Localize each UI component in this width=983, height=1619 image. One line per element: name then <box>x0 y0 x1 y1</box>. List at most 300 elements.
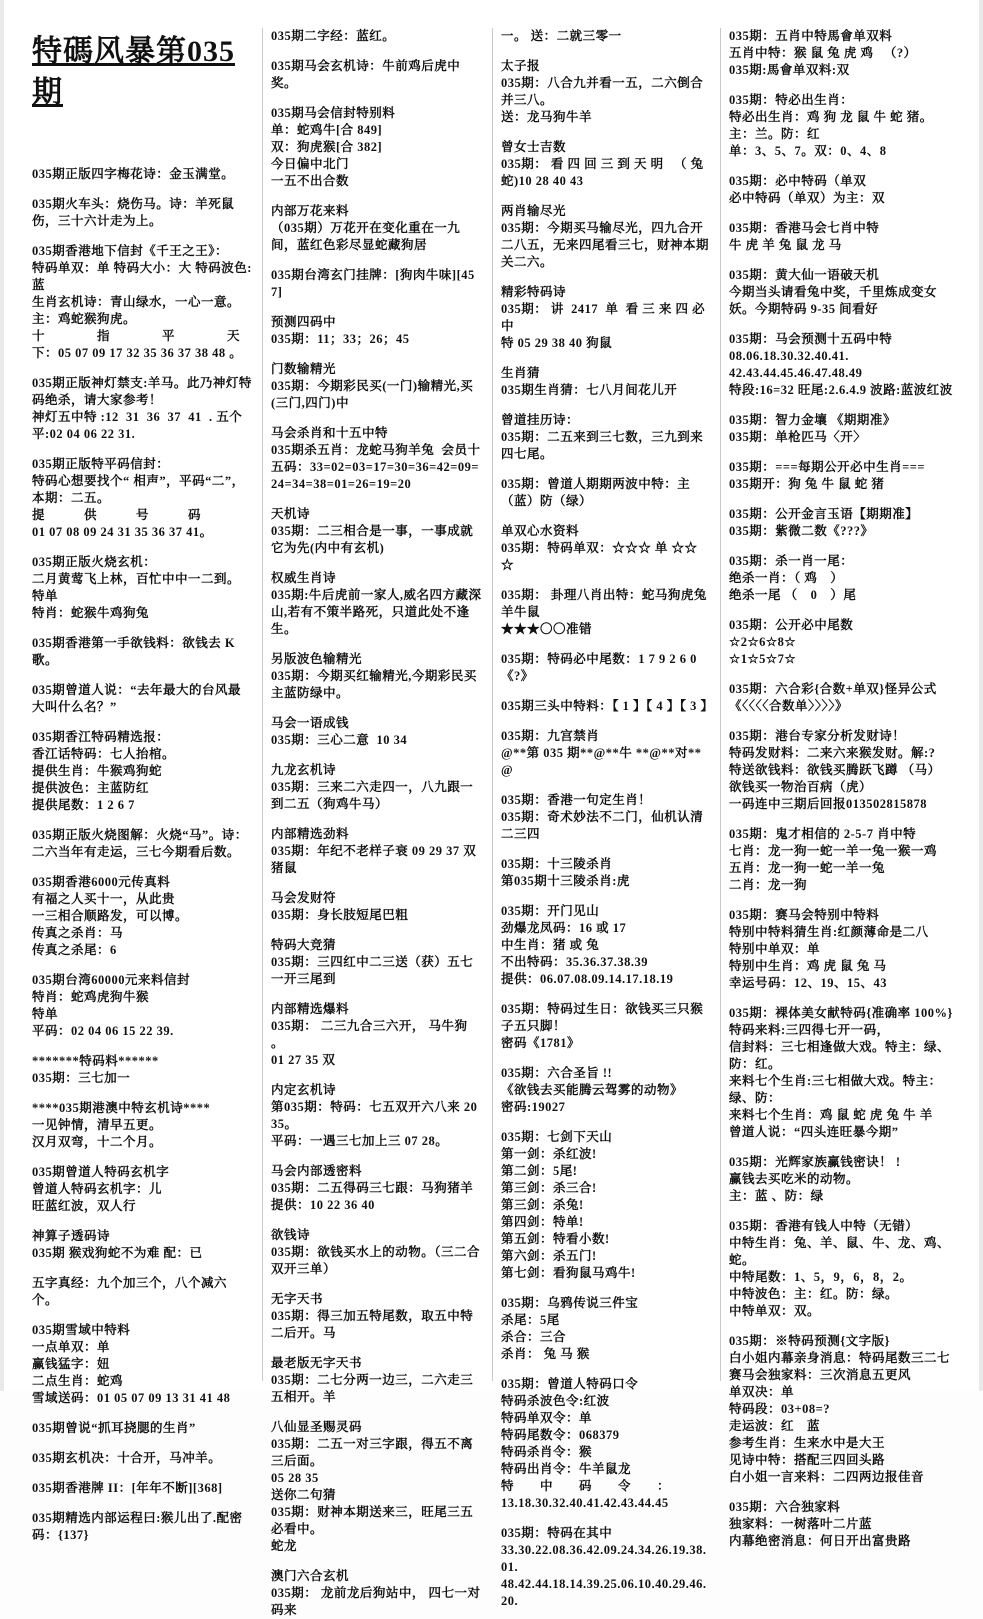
text-block <box>271 762 482 813</box>
text-line: 035期:馬會单双料:双 <box>729 63 850 77</box>
text-block <box>271 506 482 557</box>
text-block <box>32 1322 252 1407</box>
text-block <box>501 476 710 510</box>
text-block <box>271 570 482 638</box>
text-line: 赢钱猛字：妞 <box>32 1356 111 1371</box>
text-line: 特别中生肖：鸡 虎 鼠 兔 马 <box>729 959 887 973</box>
text-line: 035期： 讲 2417 单 看 三 来 四 必 中 <box>501 302 709 333</box>
text-line: 曾道挂历诗： <box>501 413 580 427</box>
text-block <box>729 826 955 894</box>
text-line: 035期玄机决：十合开，马冲羊。 <box>32 1450 222 1465</box>
text-line: 035期马会玄机诗：牛前鸡后虎中奖。 <box>271 59 461 90</box>
text-line: 曾道人说：“四头连旺暴今期” <box>729 1125 899 1139</box>
text-line: 035期： 卦理八肖出特：蛇马狗虎兔羊牛鼠 <box>501 588 707 619</box>
text-line: 密码:19027 <box>501 1100 566 1114</box>
text-line: 澳门六合玄机 <box>271 1569 350 1583</box>
text-line: 提供波色：主蓝防红 <box>32 780 150 795</box>
text-block <box>729 267 955 318</box>
text-line: 平码：02 04 06 15 22 39. <box>32 1023 174 1038</box>
text-block <box>32 972 252 1040</box>
text-block <box>271 651 482 702</box>
text-line: 035期：六合圣旨 !! <box>501 1066 613 1080</box>
text-block <box>32 1450 252 1467</box>
text-line: 内部精选爆料 <box>271 1002 350 1016</box>
text-line: 九龙玄机诗 <box>271 763 337 777</box>
text-line: 绝杀一尾 （ 0 ）尾 <box>729 588 857 602</box>
text-line: 《欲钱去买能腾云驾雾的动物》 <box>501 1083 684 1097</box>
text-line: 035期：特码必中尾数：1 7 9 2 6 0 《?》 <box>501 652 701 683</box>
text-line: 密码《1781》 <box>501 1036 581 1050</box>
text-line: 白小姐一言来料：二四两边报佳音 <box>729 1470 925 1484</box>
text-line: 第三剑：杀三合! <box>501 1181 597 1195</box>
text-block <box>32 1100 252 1151</box>
text-block <box>271 105 482 190</box>
text-block <box>501 1295 710 1363</box>
text-block <box>32 1275 252 1309</box>
text-line: 035期曾说“抓耳挠腮的生肖” <box>32 1420 196 1435</box>
text-line: 035期台湾60000元来料信封 <box>32 972 191 987</box>
text-block <box>271 1163 482 1214</box>
text-line: 035期二字经：蓝红。 <box>271 29 396 43</box>
text-line: 035期：三来二六走四一，八九跟一到二五（狗鸡牛马） <box>271 780 474 811</box>
text-line: 平码：一遇三七加上三 07 28。 <box>271 1134 449 1148</box>
text-line: 035期：二五得码三七跟：马狗猪羊 提供：10 22 36 40 <box>271 1181 477 1212</box>
text-block <box>271 203 482 254</box>
text-line: 特 05 29 38 40 狗鼠 <box>501 336 613 350</box>
text-line: 特码单双令：单 <box>501 1411 593 1425</box>
text-line: 035期：欲钱买水上的动物。（三二合双开三单） <box>271 1245 481 1276</box>
text-line: 精彩特码诗 <box>501 285 567 299</box>
text-line: 035期正版特平码信封： <box>32 456 170 471</box>
text-line: 特码大竞猜 <box>271 938 337 952</box>
text-block <box>271 1568 482 1619</box>
column <box>262 28 492 1617</box>
text-line: 035期：五肖中特馬會单双料 <box>729 29 893 43</box>
text-line: 第六剑：杀五门! <box>501 1249 597 1263</box>
text-line: 中特波色：主：红。防：绿。 <box>729 1287 899 1301</box>
column <box>492 28 720 1608</box>
text-line: 中特尾数：1、5，9，6，8，2。 <box>729 1270 913 1284</box>
text-line: 035期：六合彩{合数+单双}怪异公式 <box>729 682 937 696</box>
text-block <box>271 1419 482 1555</box>
text-line: 另版波色输精光 <box>271 652 363 666</box>
text-block <box>729 173 955 207</box>
text-block <box>729 1005 955 1141</box>
text-block <box>32 635 252 669</box>
text-line: 预测四码中 <box>271 315 337 329</box>
text-line: （035期）万花开在变化重在一九间，蓝红色彩尽显蛇藏狗居 <box>271 221 461 252</box>
text-line: 单双心水资料 <box>501 524 580 538</box>
text-line: 035期：三四红中二三送（获）五七一开三尾到 <box>271 955 474 986</box>
text-block <box>729 220 955 254</box>
text-line: 035期：奇术妙法不二门，仙机认清二三四 <box>501 810 704 841</box>
text-line: 035期火车头：烧伤马。诗：羊死鼠伤，三十六计走为上。 <box>32 196 235 228</box>
text-line: 035期：二三相合是一事，一事成就它为先(内中有玄机) <box>271 524 474 555</box>
text-line: 今日偏中北门 <box>271 157 350 171</box>
text-block <box>729 1499 955 1550</box>
text-line: 035期：香港一句定生肖！ <box>501 793 652 807</box>
text-line: 内部精选劲料 <box>271 827 350 841</box>
text-line: 劲爆龙凤码：16 或 17 <box>501 921 627 935</box>
text-line: 035期：必中特码（单双 <box>729 174 867 188</box>
text-line: 马会发财符 <box>271 891 337 905</box>
text-block <box>271 314 482 348</box>
text-line: 传真之杀肖：马 <box>32 925 124 940</box>
text-line: 一。 送：二就三零一 <box>501 29 622 43</box>
text-line: 035期：香港有钱人中特（无错） <box>729 1219 919 1233</box>
text-block <box>501 728 710 779</box>
text-line: 五字真经：九个加三个，八个减六个。 <box>32 1275 228 1307</box>
text-line: 生肖猜 <box>501 366 541 380</box>
text-line: 香江话特码：七人抬棺。 <box>32 746 176 761</box>
text-block <box>729 728 955 813</box>
text-line: 035期：特码过生日：欲钱买三只猴子五只脚！ <box>501 1002 704 1033</box>
text-line: 第二剑：5尾! <box>501 1164 578 1178</box>
text-line: 035期：杀一肖一尾： <box>729 554 854 568</box>
text-line: 特码心想要找个“ 相声”，平码“二”， <box>32 473 245 488</box>
text-line: 旺蓝红波，双人行 <box>32 1198 137 1213</box>
text-line: 一三相合顺路发，可以博。 <box>32 908 189 923</box>
text-line: 035期：特码在其中 <box>501 1526 613 1540</box>
text-block <box>501 203 710 271</box>
text-line: 特码尾数令：068379 <box>501 1428 620 1442</box>
text-line: @**第 035 期**@**牛 **@**对**@ <box>501 746 702 777</box>
text-block <box>271 58 482 92</box>
text-block <box>271 1291 482 1342</box>
text-line: 035期： 二三九合三六开， 马牛狗 。 <box>271 1019 472 1050</box>
text-line: 神算子透码诗 <box>32 1228 111 1243</box>
text-line: 035期：公开金言玉语【期期准】 <box>729 507 919 521</box>
text-line: 特别中单双：单 <box>729 942 821 956</box>
text-block <box>501 1129 710 1282</box>
text-block <box>271 890 482 924</box>
text-line: 一五不出合数 <box>271 174 350 188</box>
text-line: 曾女士吉数 <box>501 140 567 154</box>
text-line: 中特生肖：兔、羊、鼠、牛、龙、鸡、蛇。 <box>729 1236 951 1267</box>
text-line: 035期香港地下信封《千王之王》： <box>32 243 229 258</box>
text-line: 不出特码：35.36.37.38.39 <box>501 955 649 969</box>
text-block <box>271 361 482 412</box>
text-line: 035期：马会预测十五码中特 <box>729 332 893 346</box>
text-line: 035期：===每期公开必中生肖=== <box>729 460 925 474</box>
text-line: 马会一语成钱 <box>271 716 350 730</box>
text-block <box>32 166 252 183</box>
text-line: 五肖中特：猴 鼠 兔 虎 鸡 （?） <box>729 46 917 60</box>
text-line: 单双决：单 <box>729 1385 795 1399</box>
text-line: 特码发财料：二来六来猴发财。解:? <box>729 746 936 760</box>
text-line: 035期：乌鸦传说三件宝 <box>501 1296 639 1310</box>
text-line: 提供：06.07.08.09.14.17.18.19 <box>501 972 674 986</box>
text-line: 生肖玄机诗：青山绿水，一心一意。 <box>32 294 241 309</box>
text-line: 提供生肖：牛猴鸡狗蛇 <box>32 763 163 778</box>
text-line: 035期 猴戏狗蛇不为难 配：已 <box>32 1245 203 1260</box>
text-line: 特段:16=32 旺尾:2.6.4.9 波路:蓝波红波 <box>729 383 953 397</box>
text-line: 单：蛇鸡牛[合 849] <box>271 123 383 137</box>
text-line: 八仙显圣赐灵码 <box>271 1420 363 1434</box>
text-line: 特肖：蛇猴牛鸡狗兔 <box>32 605 150 620</box>
text-line: 48.42.44.18.14.39.25.06.10.40.29.46.20. <box>501 1577 707 1608</box>
text-line: 035期：二五来到三七数，三九到来四七尾。 <box>501 430 704 461</box>
text-line: 内幕绝密消息：何日开出富贵路 <box>729 1534 912 1548</box>
text-line: 035期：特必出生肖： <box>729 93 854 107</box>
text-line: 特肖：蛇鸡虎狗牛猴 <box>32 989 150 1004</box>
text-line: 马会内部透密料 <box>271 1164 363 1178</box>
text-line: 第035期：特码：七五双开六八来 20 35。 <box>271 1100 482 1131</box>
text-line: 天机诗 <box>271 507 311 521</box>
text-line: 太子报 <box>501 59 541 73</box>
text-line: 特码单双：单 特码大小：大 特码波色:蓝 <box>32 260 252 292</box>
text-line: 第五剑：特看小数! <box>501 1232 610 1246</box>
text-line: 035期： 龙前龙后狗站中， 四七一对码来 <box>271 1586 481 1617</box>
text-line: 01 07 08 09 24 31 35 36 37 41。 <box>32 524 213 539</box>
text-line: 035期：裸体美女献特码{准确率 100%} <box>729 1006 953 1020</box>
text-block <box>32 729 252 814</box>
text-line: 035期：曾道人期期两波中特：主（蓝）防（绿） <box>501 477 691 508</box>
column <box>720 28 965 1548</box>
text-line: 《〈〈〈〈合数单〉〉〉〉》 <box>729 699 849 713</box>
text-line: 特码出肖令：牛羊鼠龙 <box>501 1462 632 1476</box>
text-line: 035期台湾玄门挂牌：[狗肉牛味][457] <box>271 268 475 299</box>
text-line: 035期：年纪不老样子衰 09 29 37 双 猪鼠 <box>271 844 480 875</box>
text-block <box>729 28 955 79</box>
text-line: 第035期十三陵杀肖:虎 <box>501 874 630 888</box>
text-block <box>501 698 714 715</box>
text-line: 杀合：三合 <box>501 1330 567 1344</box>
text-line: 中特单双：双。 <box>729 1304 821 1318</box>
text-line: ☆1☆5☆7☆ <box>729 652 797 666</box>
text-line: 特必出生肖：鸡 狗 龙 鼠 牛 蛇 猪。 <box>729 110 933 124</box>
column <box>30 28 262 1542</box>
text-line: 幸运号码：12、19、15、43 <box>729 976 888 990</box>
text-block <box>271 425 482 493</box>
text-line: 特码杀肖令：猴 <box>501 1445 593 1459</box>
text-line: 42.43.44.45.46.47.48.49 <box>729 366 863 380</box>
text-line: 走运波：红 蓝 <box>729 1419 821 1433</box>
text-line: 信封料：三七相逢做大戏。特主：绿、防：红。 <box>729 1040 951 1071</box>
text-line: 035期：单枪匹马〈开〉 <box>729 430 867 444</box>
text-line: 神灯五中特 :12 31 36 37 41 . 五个平:02 04 06 22 31. <box>32 409 243 441</box>
text-line: 035期正版火烧玄机： <box>32 554 157 569</box>
text-line: 内定玄机诗 <box>271 1083 337 1097</box>
text-block <box>32 196 252 230</box>
text-line: 牛 虎 羊 兔 鼠 龙 马 <box>729 238 842 252</box>
text-line: 特码杀波色令:红波 <box>501 1394 610 1408</box>
text-block <box>729 1154 955 1205</box>
text-line: 权威生肖诗 <box>271 571 337 585</box>
text-line: 035期：六合独家料 <box>729 1500 841 1514</box>
text-line: 第四剑：特单! <box>501 1215 584 1229</box>
text-line: 主：鸡蛇猴狗虎。 <box>32 311 137 326</box>
text-line: 有福之人买十一，从此贵 <box>32 891 176 906</box>
text-block <box>501 856 710 890</box>
text-line: 一码连中三期后回报013502815878 <box>729 797 928 811</box>
text-line: 十 指 平 天 <box>32 328 241 343</box>
text-block <box>32 1420 252 1437</box>
text-line: 035期：得三加五特尾数，取五中特二后开。马 <box>271 1309 474 1340</box>
text-block <box>271 937 482 988</box>
text-line: 送你二句猜 <box>271 1488 337 1502</box>
text-line: ****035期港澳中特玄机诗**** <box>32 1100 211 1115</box>
text-block <box>501 284 710 352</box>
text-line: 035期：紫微二数《???》 <box>729 524 874 538</box>
text-line: 第一剑：杀红波! <box>501 1147 597 1161</box>
text-line: 特 中 码 令 ： <box>501 1479 671 1493</box>
text-line: 035期：鬼才相信的 2-5-7 肖中特 <box>729 827 917 841</box>
text-line: 中生肖：猪 或 兔 <box>501 938 600 952</box>
text-line: 035期：身长肢短尾巴粗 <box>271 908 409 922</box>
text-line: 白小姐内幕亲身消息：特码尾数三二七 <box>729 1351 951 1365</box>
text-line: 035期：黄大仙一语破天机 <box>729 268 880 282</box>
text-line: 035期：今期彩民买(一门)输精光,买(三门,四门)中 <box>271 379 474 410</box>
text-block <box>501 903 710 988</box>
text-line: ☆2☆6☆8☆ <box>729 635 797 649</box>
text-line: 035期：今期买红输精光,今期彩民买主蓝防绿中。 <box>271 669 477 700</box>
text-line: 门数输精光 <box>271 362 337 376</box>
text-line: 035期曾道人特码玄机字 <box>32 1164 170 1179</box>
text-block <box>501 365 710 399</box>
text-line: 汉月双弯，十二个月。 <box>32 1134 163 1149</box>
text-line: 035期：11；33；26；45 <box>271 332 410 346</box>
text-block <box>729 907 955 992</box>
text-line: 提供尾数：1 2 6 7 <box>32 797 135 812</box>
text-line: 035期香港6000元传真料 <box>32 874 171 889</box>
text-line: 035期：公开必中尾数 <box>729 618 854 632</box>
text-line: 035期：九宫禁肖 <box>501 729 600 743</box>
text-block <box>271 1355 482 1406</box>
text-line: 绝杀一肖：（ 鸡 ） <box>729 571 844 585</box>
text-line: 第七剑：看狗鼠马鸡牛! <box>501 1266 636 1280</box>
text-block <box>501 792 710 843</box>
text-line: 035期正版四字梅花诗：金玉满堂。 <box>32 166 235 181</box>
text-block <box>271 1001 482 1069</box>
text-line: 一点单双：单 <box>32 1339 111 1354</box>
text-line: 035期：财神本期送来三，旺尾三五必看中。 <box>271 1505 474 1536</box>
text-line: 杀尾：5尾 <box>501 1313 560 1327</box>
text-block <box>32 682 252 716</box>
text-line: 035期：港台专家分析发财诗！ <box>729 729 906 743</box>
text-line: 035期：特码单双：☆☆☆ 单 ☆☆☆ <box>501 541 698 572</box>
text-block <box>271 715 482 749</box>
text-block <box>501 1525 710 1610</box>
text-line: 特别中特料猜生肖:红颜薄命是二八 <box>729 925 929 939</box>
text-line: 13.18.30.32.40.41.42.43.44.45 <box>501 1496 669 1510</box>
text-line: 特送欲钱料：欲钱买腾跃飞蹲 （马） 欲钱买一物治百病（虎） <box>729 763 945 794</box>
text-line: 035期曾道人说：“去年最大的台风最大叫什么名？” <box>32 682 242 714</box>
text-line: 035期三头中特料：【 1 】【 4 】【 3 】 <box>501 699 714 713</box>
text-line: 特单 <box>32 588 59 603</box>
text-line: 独家料：一树落叶二片蓝 <box>729 1517 873 1531</box>
text-line: 035期:牛后虎前一家人,威名四方藏深山,若有不策半路死，只道此处不逢生。 <box>271 588 482 636</box>
text-line: 035期雪域中特料 <box>32 1322 131 1337</box>
text-line: 赛马会独家料：三次消息五更风 <box>729 1368 912 1382</box>
text-line: 五肖：龙一狗一蛇一羊一兔 <box>729 861 886 875</box>
text-line: 最老版无字天书 <box>271 1356 363 1370</box>
text-line: 内部万花来料 <box>271 204 350 218</box>
text-line: 035期：十三陵杀肖 <box>501 857 613 871</box>
text-line: 特单 <box>32 1006 59 1021</box>
text-line: 035期：三心二意 10 34 <box>271 733 408 747</box>
text-line: 主：蓝 、防：绿 <box>729 1189 824 1203</box>
text-line: 特码段：03+08=? <box>729 1402 830 1416</box>
text-line: 二肖：龙一狗 <box>729 878 808 892</box>
text-line: *******特码料****** <box>32 1053 159 1068</box>
text-block <box>271 1082 482 1150</box>
text-line: 035期：香港马会七肖中特 <box>729 221 880 235</box>
text-line: 035期：智力金壤 《期期准》 <box>729 413 896 427</box>
text-block <box>32 243 252 362</box>
text-line: 双：狗虎猴[合 382] <box>271 140 383 154</box>
text-block <box>501 587 710 638</box>
text-block <box>32 375 252 443</box>
text-line: 送：龙马狗牛羊 <box>501 110 593 124</box>
text-line: 035期：※特码预测{文字版} <box>729 1334 891 1348</box>
text-block <box>271 267 482 301</box>
text-line: 见诗中特：搭配三四回头路 <box>729 1453 886 1467</box>
text-line: 第三剑：杀兔! <box>501 1198 584 1212</box>
page-title: 特碼风暴第035期 <box>32 35 235 109</box>
text-line: 035期：赛马会特别中特料 <box>729 908 880 922</box>
text-line: 来料七个生肖:三七相做大戏。特主：绿、防： <box>729 1074 942 1105</box>
text-block <box>729 459 955 493</box>
text-block <box>729 331 955 399</box>
text-line: 035期：曾道人特码口令 <box>501 1377 639 1391</box>
text-line: 来料七个生肖：鸡 鼠 蛇 虎 兔 牛 羊 <box>729 1108 933 1122</box>
text-line: 必中特码（单双）为主：双 <box>729 191 886 205</box>
text-line: 035期：光辉家族赢钱密诀！ ! <box>729 1155 901 1169</box>
text-block <box>32 554 252 622</box>
text-line: 01 27 35 双 <box>271 1053 336 1067</box>
text-line: 特码来料:三四得七开一码， <box>729 1023 890 1037</box>
text-line: 035期香江特码精选报： <box>32 729 170 744</box>
text-line: 无字天书 <box>271 1292 324 1306</box>
text-line: 035期马会信封特别料 <box>271 106 396 120</box>
text-line: 035期： 看 四 回 三 到 天 明 （ 兔蛇)10 28 40 43 <box>501 157 704 188</box>
text-block <box>501 412 710 463</box>
text-line: 05 28 35 <box>271 1471 319 1485</box>
text-line: 035期：八合九并看一五，二六倒合并三八。 <box>501 76 704 107</box>
text-line: 提 供 号 码 <box>32 507 202 522</box>
text-line: 下：05 07 09 17 32 35 36 37 38 48 。 <box>32 345 243 360</box>
text-line: 二点生肖：蛇鸡 <box>32 1373 124 1388</box>
text-block <box>729 92 955 160</box>
text-line: ★★★〇〇准错 <box>501 622 593 636</box>
text-line: 035期生肖猜：七八月间花儿开 <box>501 383 678 397</box>
text-line: 传真之杀尾：6 <box>32 942 117 957</box>
text-line: 雪域送码：01 05 07 09 13 31 41 48 <box>32 1390 231 1405</box>
text-line: 两肖输尽光 <box>501 204 567 218</box>
text-line: 曾道人特码玄机字：儿 <box>32 1181 163 1196</box>
text-line: 一见钟情，清早五更。 <box>32 1117 163 1132</box>
text-block <box>501 28 710 45</box>
text-line: 035期精选内部运程曰:猴儿出了.配密码：{137} <box>32 1510 243 1542</box>
text-block <box>32 1164 252 1215</box>
text-block <box>729 1333 955 1486</box>
text-line: 杀肖： 兔 马 猴 <box>501 1347 590 1361</box>
text-line: 七肖：龙一狗一蛇一羊一兔一猴一鸡 <box>729 844 938 858</box>
text-line: 035期开：狗 兔 牛 鼠 蛇 猪 <box>729 477 885 491</box>
text-block <box>271 826 482 877</box>
text-block <box>32 1510 252 1544</box>
text-line: 035期香港第一手欲钱料：欲钱去 K 歌。 <box>32 635 239 667</box>
text-line: 本期：二五。 <box>32 490 111 505</box>
text-block <box>271 1227 482 1278</box>
text-block <box>32 1228 252 1262</box>
text-line: 欲钱诗 <box>271 1228 311 1242</box>
text-block <box>729 553 955 604</box>
text-line: 035期：三七加一 <box>32 1070 131 1085</box>
text-line: 035期：开门见山 <box>501 904 600 918</box>
text-block <box>32 456 252 541</box>
